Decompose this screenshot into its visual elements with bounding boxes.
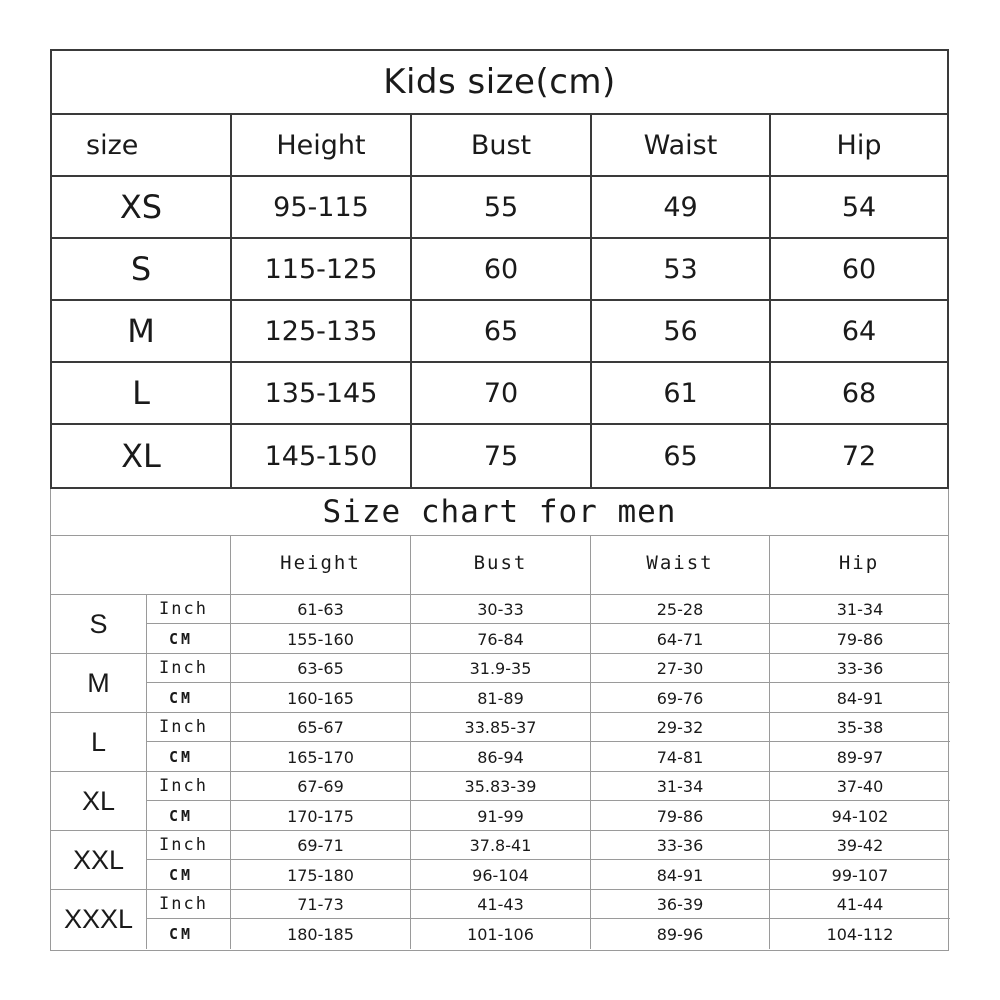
kids-hip: 54 xyxy=(841,191,877,223)
men-cm-row xyxy=(147,683,950,713)
kids-header-hip: Hip xyxy=(836,129,882,161)
men-height-value: 175-180 xyxy=(231,860,411,890)
men-waist-value: 25-28 xyxy=(591,595,770,623)
men-size-group xyxy=(51,890,948,949)
men-height-value: 65-67 xyxy=(231,713,411,741)
men-bust-value: 76-84 xyxy=(411,624,591,654)
men-hip-value: 35-38 xyxy=(836,717,884,737)
men-waist-value: 69-76 xyxy=(591,683,770,713)
kids-height: 125-135 xyxy=(232,301,412,361)
kids-size-label: L xyxy=(52,363,232,423)
men-size-group xyxy=(51,772,948,831)
men-bust-value: 33.85-37 xyxy=(411,713,591,741)
men-waist-value: 84-91 xyxy=(591,860,770,890)
kids-bust: 70 xyxy=(412,363,592,423)
men-header-hip: Hip xyxy=(838,552,880,574)
men-unit-label: Inch xyxy=(147,831,231,859)
men-header-waist: Waist xyxy=(591,536,770,594)
men-table-body xyxy=(51,595,948,951)
kids-waist: 53 xyxy=(592,239,771,299)
men-unit-label: CM xyxy=(147,919,231,949)
men-height-value: 160-165 xyxy=(231,683,411,713)
men-hip-value: 31-34 xyxy=(836,599,884,619)
men-height-value: 71-73 xyxy=(231,890,411,918)
kids-waist: 61 xyxy=(592,363,771,423)
men-waist-value: 33-36 xyxy=(591,831,770,859)
kids-size-label: XL xyxy=(52,425,232,487)
men-size-label: XXXL xyxy=(51,890,147,949)
kids-size-label: XS xyxy=(52,177,232,237)
men-hip-value: 89-97 xyxy=(836,747,884,767)
men-inch-row xyxy=(147,654,950,683)
men-height-value: 63-65 xyxy=(231,654,411,682)
kids-hip: 72 xyxy=(841,440,877,472)
men-size-group xyxy=(51,713,948,772)
men-height-value: 170-175 xyxy=(231,801,411,831)
men-size-label: L xyxy=(51,713,147,771)
men-size-label: XL xyxy=(51,772,147,830)
men-size-table xyxy=(50,489,949,951)
kids-waist: 49 xyxy=(592,177,771,237)
kids-waist: 56 xyxy=(592,301,771,361)
men-height-value: 165-170 xyxy=(231,742,411,772)
men-hip-value: 41-44 xyxy=(836,894,884,914)
men-unit-label: CM xyxy=(147,801,231,831)
kids-hip: 64 xyxy=(841,315,877,347)
kids-bust: 55 xyxy=(412,177,592,237)
men-bust-value: 37.8-41 xyxy=(411,831,591,859)
men-header-row xyxy=(51,535,948,595)
kids-table-grid xyxy=(52,115,947,489)
men-inch-row xyxy=(147,595,950,624)
men-bust-value: 35.83-39 xyxy=(411,772,591,800)
men-header-blank xyxy=(51,536,231,594)
men-hip-value: 94-102 xyxy=(831,806,889,826)
men-size-label: S xyxy=(51,595,147,653)
men-waist-value: 29-32 xyxy=(591,713,770,741)
kids-waist: 65 xyxy=(592,425,771,487)
men-hip-value: 39-42 xyxy=(836,835,884,855)
men-unit-label: Inch xyxy=(147,772,231,800)
kids-row-xs xyxy=(52,177,947,239)
men-height-value: 69-71 xyxy=(231,831,411,859)
kids-header-size: size xyxy=(52,115,232,175)
men-bust-value: 91-99 xyxy=(411,801,591,831)
men-height-value: 180-185 xyxy=(231,919,411,949)
men-cm-row xyxy=(147,742,950,772)
men-waist-value: 64-71 xyxy=(591,624,770,654)
kids-height: 135-145 xyxy=(232,363,412,423)
men-unit-label: CM xyxy=(147,860,231,890)
kids-height: 95-115 xyxy=(232,177,412,237)
men-height-value: 67-69 xyxy=(231,772,411,800)
kids-header-height: Height xyxy=(232,115,412,175)
men-waist-value: 27-30 xyxy=(591,654,770,682)
kids-bust: 75 xyxy=(412,425,592,487)
kids-header-bust: Bust xyxy=(412,115,592,175)
men-unit-label: Inch xyxy=(147,890,231,918)
kids-height: 145-150 xyxy=(232,425,412,487)
men-inch-row xyxy=(147,772,950,801)
kids-header-waist: Waist xyxy=(592,115,771,175)
men-bust-value: 30-33 xyxy=(411,595,591,623)
men-cm-row xyxy=(147,919,950,949)
kids-size-table xyxy=(50,49,949,489)
men-unit-label: CM xyxy=(147,742,231,772)
men-size-group xyxy=(51,654,948,713)
men-size-label: M xyxy=(51,654,147,712)
men-bust-value: 81-89 xyxy=(411,683,591,713)
men-hip-value: 99-107 xyxy=(831,865,889,885)
kids-bust: 60 xyxy=(412,239,592,299)
men-waist-value: 74-81 xyxy=(591,742,770,772)
men-size-group xyxy=(51,831,948,890)
men-cm-row xyxy=(147,801,950,831)
men-inch-row xyxy=(147,890,950,919)
men-bust-value: 86-94 xyxy=(411,742,591,772)
men-unit-label: CM xyxy=(147,683,231,713)
men-header-height: Height xyxy=(231,536,411,594)
men-height-value: 61-63 xyxy=(231,595,411,623)
men-unit-label: Inch xyxy=(147,713,231,741)
kids-bust: 65 xyxy=(412,301,592,361)
men-unit-label: CM xyxy=(147,624,231,654)
men-inch-row xyxy=(147,831,950,860)
men-bust-value: 101-106 xyxy=(411,919,591,949)
men-cm-row xyxy=(147,860,950,890)
kids-size-label: S xyxy=(52,239,232,299)
men-waist-value: 31-34 xyxy=(591,772,770,800)
kids-row-s xyxy=(52,239,947,301)
kids-hip: 68 xyxy=(841,377,877,409)
men-header-bust: Bust xyxy=(411,536,591,594)
men-waist-value: 36-39 xyxy=(591,890,770,918)
kids-hip: 60 xyxy=(841,253,877,285)
men-cm-row xyxy=(147,624,950,654)
men-hip-value: 104-112 xyxy=(826,924,894,944)
men-unit-label: Inch xyxy=(147,595,231,623)
kids-row-xl xyxy=(52,425,947,487)
kids-row-l xyxy=(52,363,947,425)
men-size-label: XXL xyxy=(51,831,147,889)
men-height-value: 155-160 xyxy=(231,624,411,654)
men-inch-row xyxy=(147,713,950,742)
kids-size-label: M xyxy=(52,301,232,361)
kids-header-row xyxy=(52,115,947,177)
men-bust-value: 41-43 xyxy=(411,890,591,918)
men-hip-value: 33-36 xyxy=(836,658,884,678)
men-size-group xyxy=(51,595,948,654)
men-unit-label: Inch xyxy=(147,654,231,682)
men-bust-value: 31.9-35 xyxy=(411,654,591,682)
men-waist-value: 89-96 xyxy=(591,919,770,949)
kids-row-m xyxy=(52,301,947,363)
kids-table-title: Kids size(cm) xyxy=(52,51,947,115)
men-bust-value: 96-104 xyxy=(411,860,591,890)
men-table-title: Size chart for men xyxy=(322,494,677,530)
men-waist-value: 79-86 xyxy=(591,801,770,831)
men-hip-value: 37-40 xyxy=(836,776,884,796)
men-hip-value: 84-91 xyxy=(836,688,884,708)
kids-height: 115-125 xyxy=(232,239,412,299)
men-hip-value: 79-86 xyxy=(836,629,884,649)
